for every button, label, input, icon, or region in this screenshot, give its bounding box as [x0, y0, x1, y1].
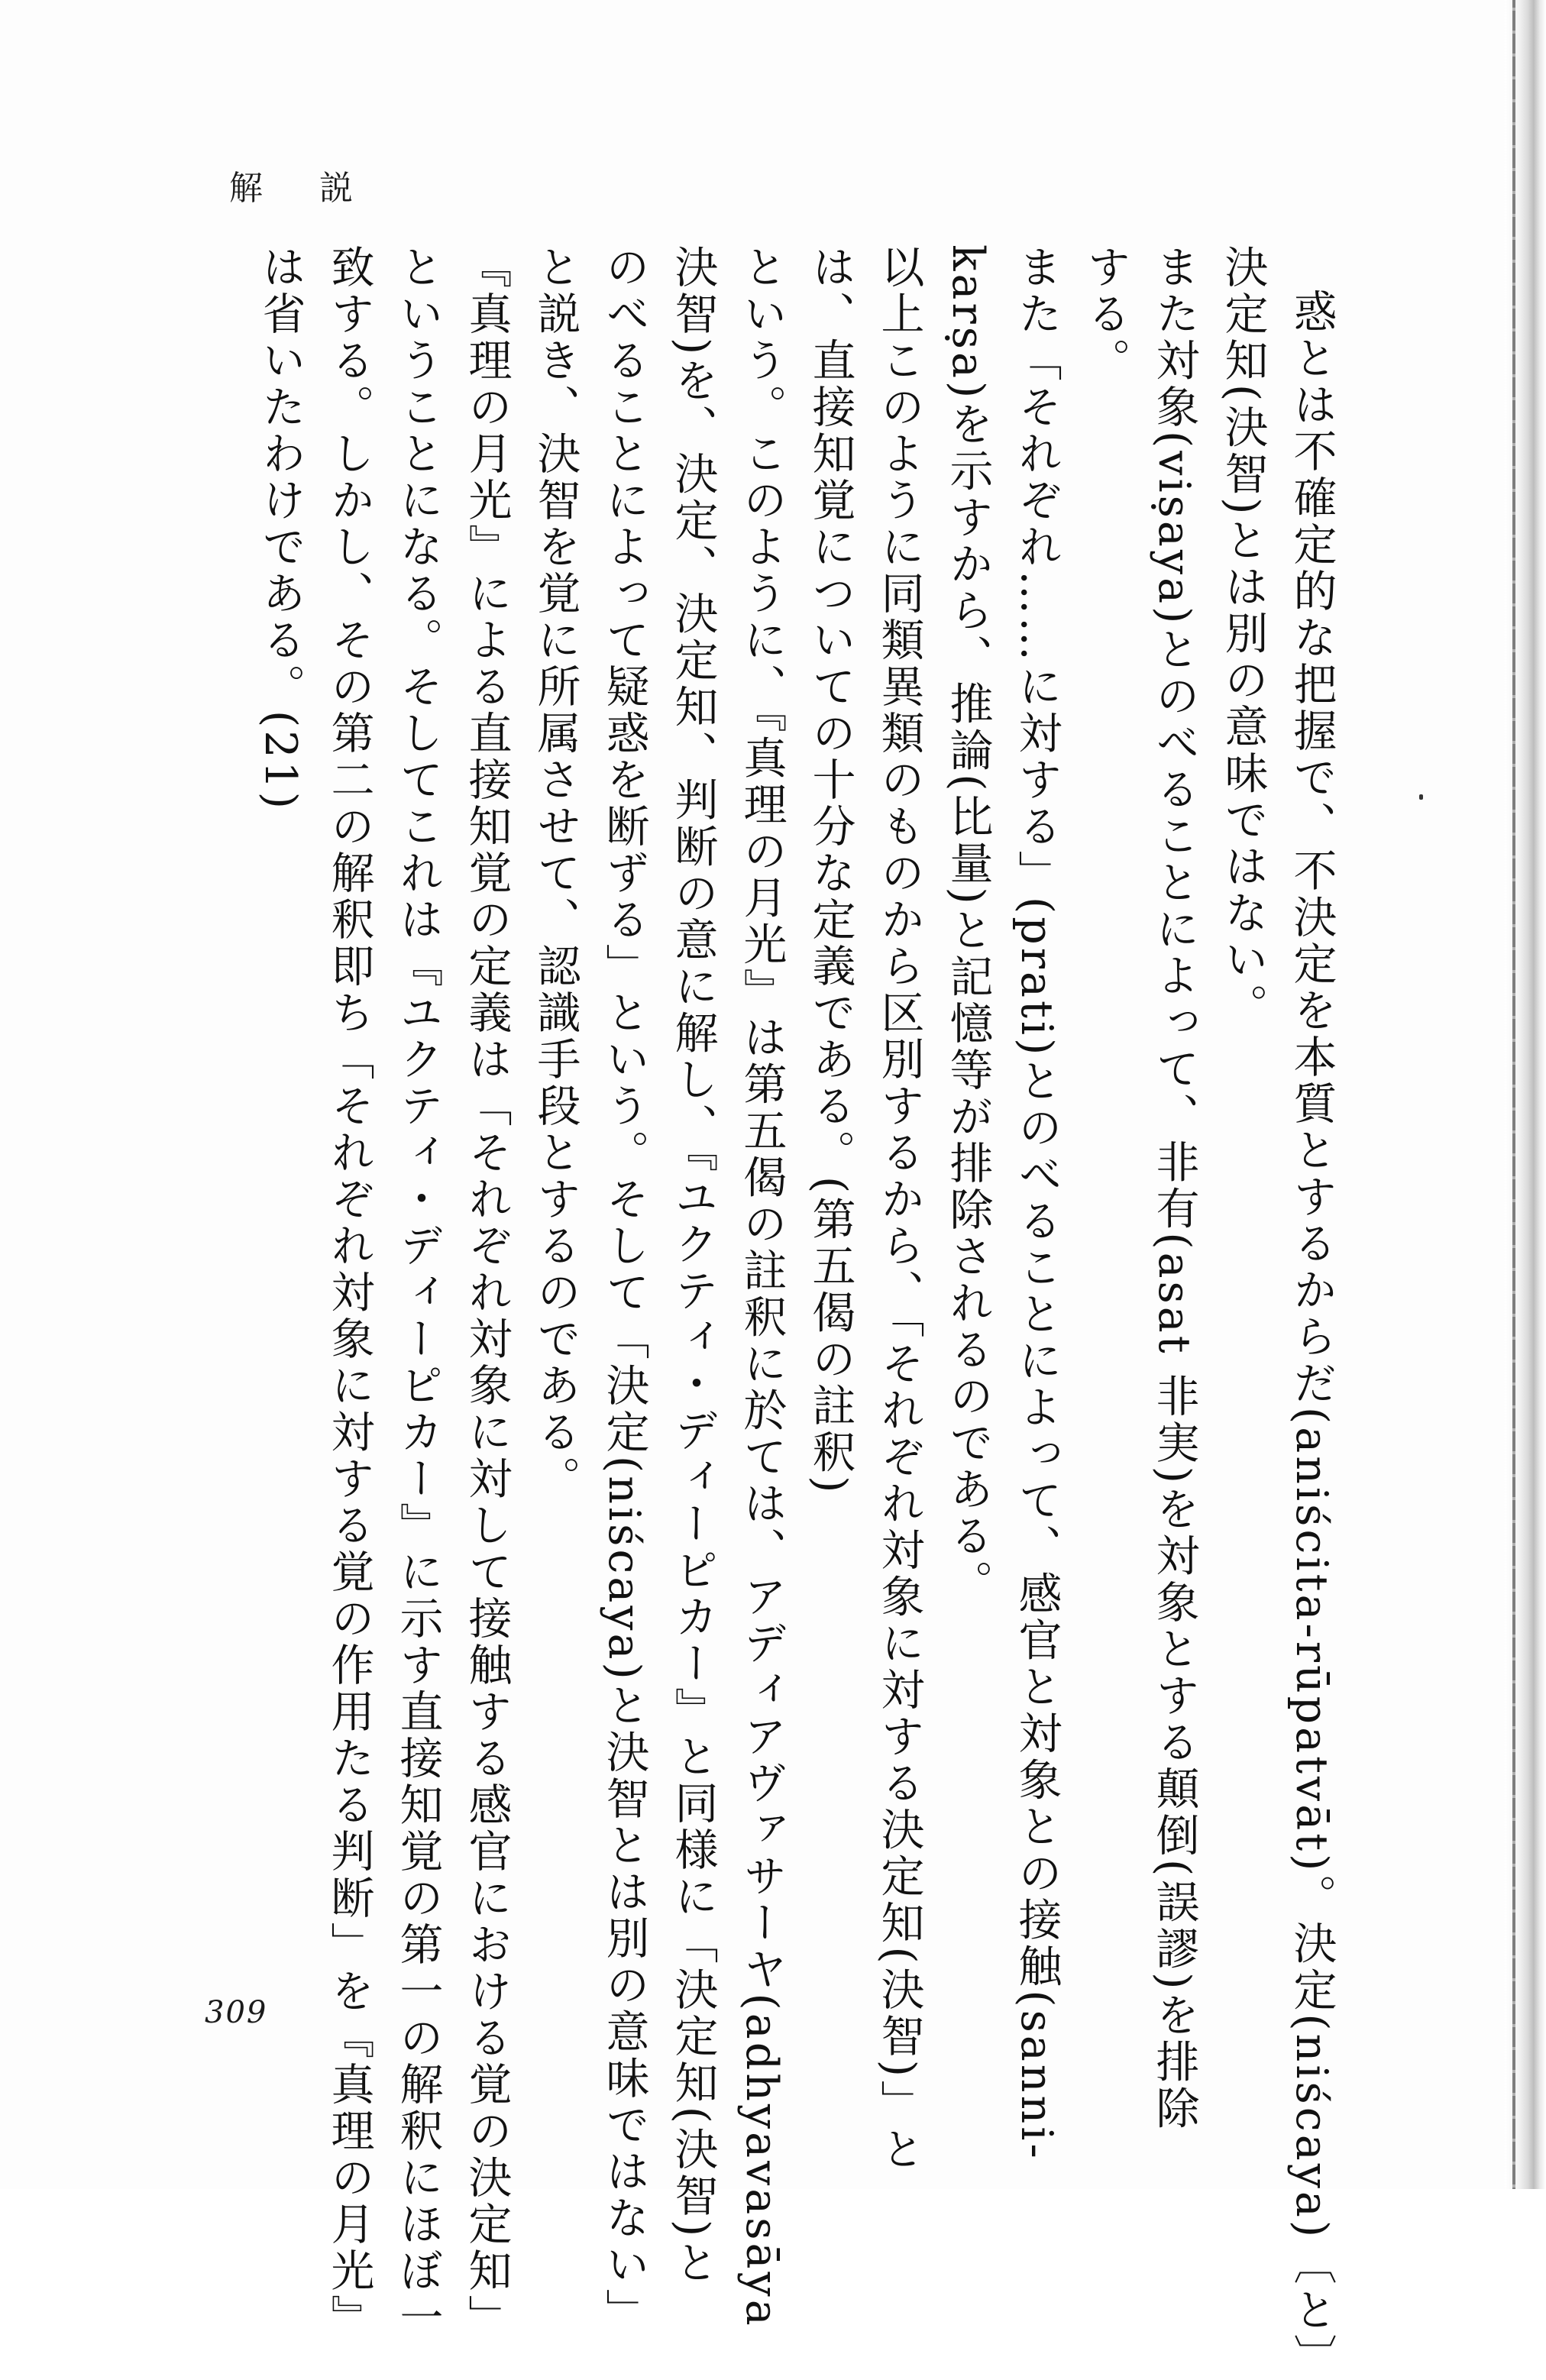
text-line-3: また対象(viṣaya)とのべることによって、非有(asat 非実)を対象とする顛倒(誤謬)を排除 — [1149, 244, 1199, 2133]
running-title: 解 説 — [229, 169, 376, 208]
text-line-15: 致する。しかし、その第二の解釈即ち「それぞれ対象に対する覚の作用たる判断」を『真理の月光』 — [324, 244, 374, 2341]
text-line-9: という。このように、『真理の月光』は第五偈の註釈に於ては、アディアヴァサーヤ(adhyavasāya — [736, 244, 787, 2329]
scan-speck — [1419, 794, 1423, 800]
binding-edge — [1505, 0, 1546, 2189]
body-text — [246, 244, 1346, 2380]
text-line-7: 以上このように同類異類のものから区別するから、「それぞれ対象に対する決定知(決智)」と — [874, 244, 924, 2173]
text-line-14: ということになる。そしてこれは『ユクティ・ディーピカー』に示す直接知覚の第一の解釈にほぼ一 — [393, 244, 443, 2341]
text-line-5: また「それぞれ……に対する」(prati)とのべることによって、感官と対象との接触(sanni- — [1011, 244, 1062, 2162]
text-line-1: 惑とは不確定的な把握で、不決定を本質とするからだ(aniścita-rūpatvāt)。決定(niścaya)〔と〕 — [1286, 289, 1337, 2380]
text-line-6: karṣa)を示すから、推論(比量)と記憶等が排除されるのである。 — [943, 244, 993, 1606]
text-line-10: 決智)を、決定、決定知、判断の意に解し、『ユクティ・ディーピカー』と同様に「決定知(決智)と — [668, 244, 718, 2287]
text-line-4: する。 — [1080, 244, 1130, 384]
text-line-12: と説き、決智を覚に所属させて、認識手段とするのである。 — [530, 244, 581, 1502]
text-line-11: のべることによって疑惑を断ずる」という。そして「決定(niścaya)と決智とは別の意味ではない」 — [599, 244, 649, 2335]
page-number: 309 — [205, 1995, 268, 2030]
text-line-16: は省いたわけである。(21) — [255, 244, 306, 813]
binding-shadow-line — [1512, 0, 1515, 2189]
text-line-13: 『真理の月光』による直接知覚の定義は「それぞれ対象に対して接触する感官における覚の決定知」 — [461, 244, 512, 2341]
text-line-2: 決定知(決智)とは別の意味ではない。 — [1218, 244, 1268, 1030]
text-line-8: は、直接知覚についての十分な定義である。(第五偈の註釈) — [805, 244, 855, 1496]
